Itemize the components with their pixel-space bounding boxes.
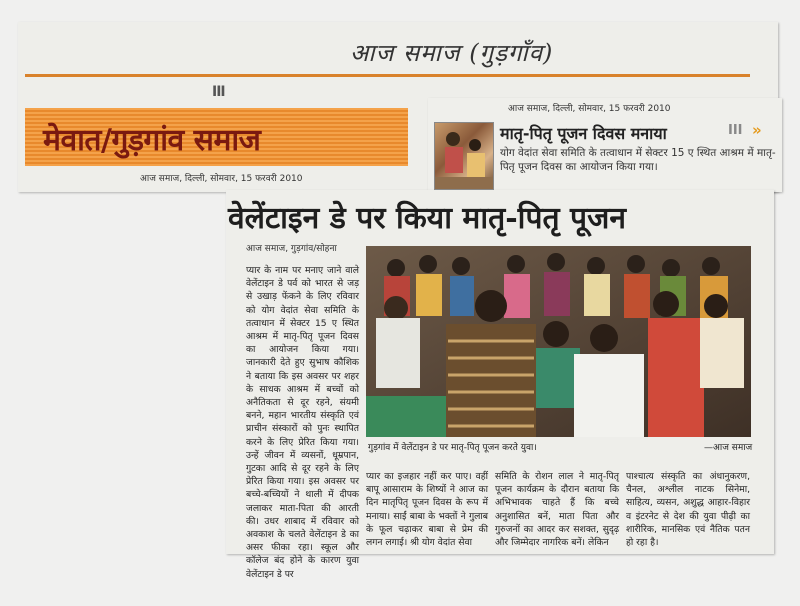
- article-column-4: पाश्चात्य संस्कृति का अंधानुकरण, चैनल, अश्लील नाटक सिनेमा, साहित्य, व्यसन, अशुद्ध आहार-विहार व इंटरनेट से देश की युवा पीढ़ी का शारीरिक, मानसिक एवं नैतिक पतन हो रहा है।: [626, 471, 750, 549]
- photo-image: [366, 246, 751, 437]
- section-banner: [25, 108, 408, 166]
- side-bars: III: [728, 123, 743, 138]
- thumbnail-image: [435, 123, 493, 189]
- article-column-1: प्यार के नाम पर मनाए जाने वाले वेलेंटाइन डे पर्व को भारत से जड़ से उखाड़ फेंकने के लिए रविवार को योग वेदांत सेवा समिति के तत्वाधान में सेक्टर 15 ए स्थित आश्रम में मातृ-पितृ पूजन दिवस का आयोजन किया गया। जानकारी देते हुए सुभाष कौशिक ने बताया कि इस अवसर पर शहर के साधक आश्रम में बच्चों को अनैतिकता से दूर रहने, संयमी बनने, महान भारतीय संस्कृति एवं प्राचीन संस्कारों को पुनः स्थापित करने के लिए प्रेरित किया गया। उन्हें जीवन में व्यसनों, धूम्रपान, गुटका आदि से दूर रहने के लिए प्रेरित किया गया। इस अवसर पर बच्चे-बच्चियों ने थाली में दीपक जलाकर माता-पिता की आरती की। उधर शाबाद में रविवार को अवकाश के चलते वेलेंटाइन डे का असर फीका रहा। स्कूल और कॉलेज बंद होने के कारण युवा वेलेंटाइन डे पर: [246, 265, 359, 580]
- photo-credit: —आज समाज: [704, 443, 753, 453]
- main-headline: वेलेंटाइन डे पर किया मातृ-पितृ पूजन: [228, 201, 626, 236]
- article-column-2: प्यार का इजहार नहीं कर पाए। वहीं बापू आसाराम के शिष्यों ने आज का दिन मातृपितृ पूजन दिवस के रूप में मनाया। साईं बाबा के भक्तों ने गुलाब के फूल चढ़ाकर बाबा से प्रेम की लगन लगाई। श्री योग वेदांत सेवा: [366, 471, 488, 549]
- orange-rule: [25, 74, 750, 77]
- article-column-3: समिति के रोशन लाल ने मातृ-पितृ पूजन कार्यक्रम के दौरान बताया कि अभिभावक चाहते हैं कि बच्चे अनुशासित बनें, माता पिता और गुरुजनों का आदर कर सशक्त, सुदृढ़ और जिम्मेदार नागरिक बनें। लेकिन: [495, 471, 619, 549]
- section-bars: III: [212, 84, 225, 100]
- photo-caption: गुड़गांव में वेलेंटाइन डे पर मातृ-पितृ पूजन करते युवा।: [368, 443, 537, 453]
- banner-title: मेवात/गुड़गांव समाज: [43, 123, 261, 158]
- handwritten-note: आज समाज (गुड़गाँव): [350, 39, 554, 67]
- main-photo: [366, 246, 751, 437]
- side-story-headline: मातृ-पितृ पूजन दिवस मनाया: [500, 124, 667, 143]
- side-dateline: आज समाज, दिल्ली, सोमवार, 15 फरवरी 2010: [508, 104, 671, 114]
- byline: आज समाज, गुड़गांव/सोहना: [246, 244, 337, 254]
- double-chevron-icon: »: [752, 121, 762, 139]
- side-story-text: योग वेदांत सेवा समिति के तत्वाधान में सेक्टर 15 ए स्थित आश्रम में मातृ-पितृ पूजन दिवस का आयोजन किया गया।: [500, 147, 776, 173]
- side-story-thumbnail: [434, 122, 494, 190]
- masthead-dateline: आज समाज, दिल्ली, सोमवार, 15 फरवरी 2010: [140, 174, 303, 184]
